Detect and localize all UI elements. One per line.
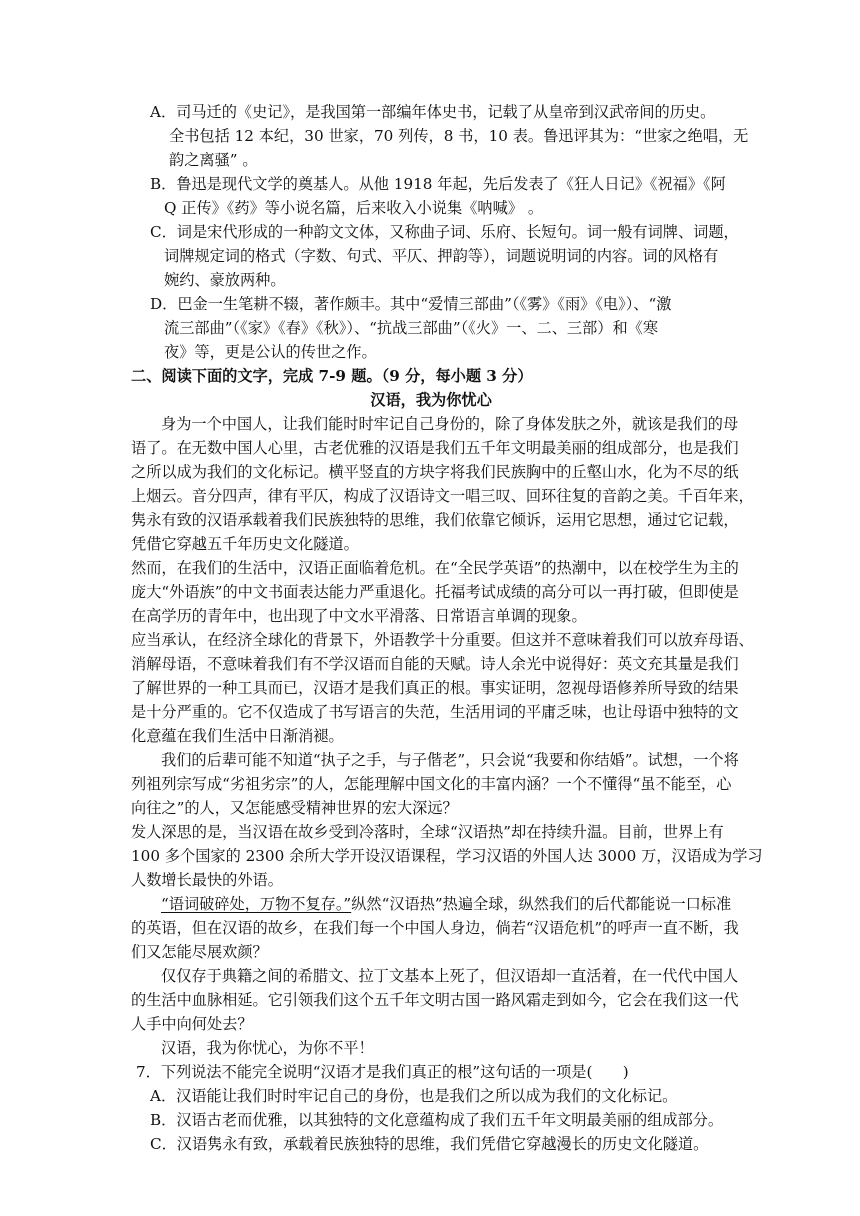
article-paragraph [131,412,754,556]
article-paragraph [131,1036,731,1060]
question-7 [131,1060,731,1156]
option-line: B．鲁迅是现代文学的奠基人。从他 1918 年起，先后发表了《狂人日记》《祝福》《阿 [150,175,726,193]
question-option-c: C．汉语隽永有致，承载着民族独特的思维，我们凭借它穿越漫长的历史文化隧道。 [150,1135,709,1153]
paragraph-line: 然而，在我们的生活中，汉语正面临着危机。在“全民学英语”的热潮中，以在校学生为主的 [131,559,739,577]
paragraph-line: 之所以成为我们的文化标记。横平竖直的方块字将我们民族胸中的丘壑山水，化为不尽的纸 [131,463,739,481]
paragraph-line: 身为一个中国人，让我们能时时牢记自己身份的，除了身体发肤之外，就该是我们的母 [161,415,739,433]
question-option-a: A．汉语能让我们时时牢记自己的身份，也是我们之所以成为我们的文化标记。 [150,1087,678,1105]
article-paragraph [131,748,739,820]
article-paragraph [131,556,739,628]
paragraph-line: 消解母语，不意味着我们有不学汉语而自能的天赋。诗人余光中说得好：英文充其量是我们 [131,655,739,673]
option-line: D．巴金一生笔耕不辍，著作颇丰。其中“爱情三部曲”（《雾》《雨》《电》）、“激 [150,295,672,313]
paragraph-line: 的生活中血脉相延。它引领我们这个五千年文明古国一路风霜走到如今，它会在我们这一代 [131,991,739,1009]
paragraph-text: 纵然“汉语热”热遍全球，纵然我们的后代都能说一口标准 [351,895,732,913]
option-b [131,172,731,220]
option-line: 流三部曲”（《家》《春》《秋》）、“抗战三部曲”（《火》一、二、三部）和《寒 [164,319,659,337]
article-paragraph [131,964,739,1036]
option-line: A．司马迁的《史记》，是我国第一部编年体史书，记载了从皇帝到汉武帝间的历史。 [150,103,716,121]
paragraph-line: 的英语，但在汉语的故乡，在我们每一个中国人身边，倘若“汉语危机”的呼声一直不断，我 [131,919,739,937]
paragraph-line: 我们的后辈可能不知道“执子之手，与子偕老”，只会说“我要和你结婚”。试想，一个将 [161,751,739,769]
article-title: 汉语，我为你忧心 [370,391,492,409]
option-line: 韵之离骚” 。 [169,151,258,169]
paragraph-line: 了解世界的一种工具而已，汉语才是我们真正的根。事实证明，忽视母语修养所导致的结果 [131,679,739,697]
paragraph-line: 100 多个国家的 2300 余所大学开设汉语课程，学习汉语的外国人达 3000 万，汉语成为学习 [131,847,763,865]
question-option-b: B．汉语古老而优雅，以其独特的文化意蕴构成了我们五千年文明最美丽的组成部分。 [150,1111,724,1129]
article-paragraph [131,820,763,892]
section-heading: 二、阅读下面的文字，完成 7-9 题。（9 分，每小题 3 分） [131,367,533,385]
paragraph-line: 发人深思的是，当汉语在故乡受到冷落时，全球“汉语热”却在持续升温。目前，世界上有 [131,823,724,841]
paragraph-line: 语了。在无数中国人心里，古老优雅的汉语是我们五千年文明最美丽的组成部分，也是我们 [131,439,739,457]
paragraph-line: 列祖列宗写成“劣祖劣宗”的人，怎能理解中国文化的丰富内涵？一个不懂得“虽不能至，心 [131,775,732,793]
paragraph-line: 是十分严重的。它不仅造成了书写语言的失范，生活用词的平庸乏味，也让母语中独特的文 [131,703,739,721]
option-line: 夜》等，更是公认的传世之作。 [164,343,377,361]
paragraph-line: 应当承认，在经济全球化的背景下，外语教学十分重要。但这并不意味着我们可以放弃母语、 [131,631,754,649]
paragraph-line: 向往之”的人，又怎能感受精神世界的宏大深远？ [131,799,458,817]
option-a [131,100,749,172]
option-d [131,292,731,364]
article-paragraph [131,892,739,964]
option-line: 婉约、豪放两种。 [164,271,286,289]
document-page [131,100,763,1156]
paragraph-line: 在高学历的青年中，也出现了中文水平滑落、日常语言单调的现象。 [131,607,587,625]
question-stem: 7．下列说法不能完全说明“汉语才是我们真正的根”这句话的一项是( ) [136,1063,629,1081]
option-line: Q 正传》《药》等小说名篇，后来收入小说集《呐喊》 。 [164,199,544,217]
paragraph-line: 仅仅存于典籍之间的希腊文、拉丁文基本上死了，但汉语却一直活着，在一代代中国人 [161,967,739,985]
paragraph-line: 人数增长最快的外语。 [131,871,283,889]
paragraph-line [131,892,731,916]
paragraph-line: 汉语，我为你忧心，为你不平！ [161,1039,374,1057]
option-line: 全书包括 12 本纪，30 世家，70 列传，8 书，10 表。鲁迅评其为：“世家之绝唱，无 [169,127,749,145]
option-c [131,220,739,292]
option-line: C．词是宋代形成的一种韵文文体，又称曲子词、乐府、长短句。词一般有词牌、词题， [150,223,739,241]
paragraph-line: 隽永有致的汉语承载着我们民族独特的思维，我们依靠它倾诉，运用它思想，通过它记载， [131,511,739,529]
article-paragraph [131,628,754,748]
paragraph-line: 们又怎能尽展欢颜？ [131,943,268,961]
paragraph-line: 凭借它穿越五千年历史文化隧道。 [131,535,359,553]
option-line: 词牌规定词的格式（字数、句式、平仄、押韵等），词题说明词的内容。词的风格有 [164,247,719,265]
paragraph-line: 庞大“外语族”的中文书面表达能力严重退化。托福考试成绩的高分可以一再打破，但即使是 [131,583,739,601]
paragraph-line: 化意蕴在我们生活中日渐消褪。 [131,727,344,745]
paragraph-line: 人手中向何处去？ [131,1015,253,1033]
underlined-quote: “语词破碎处，万物不复存。” [161,895,352,913]
paragraph-line: 上烟云。音分四声，律有平仄，构成了汉语诗文一唱三叹、回环往复的音韵之美。千百年来， [131,487,754,505]
